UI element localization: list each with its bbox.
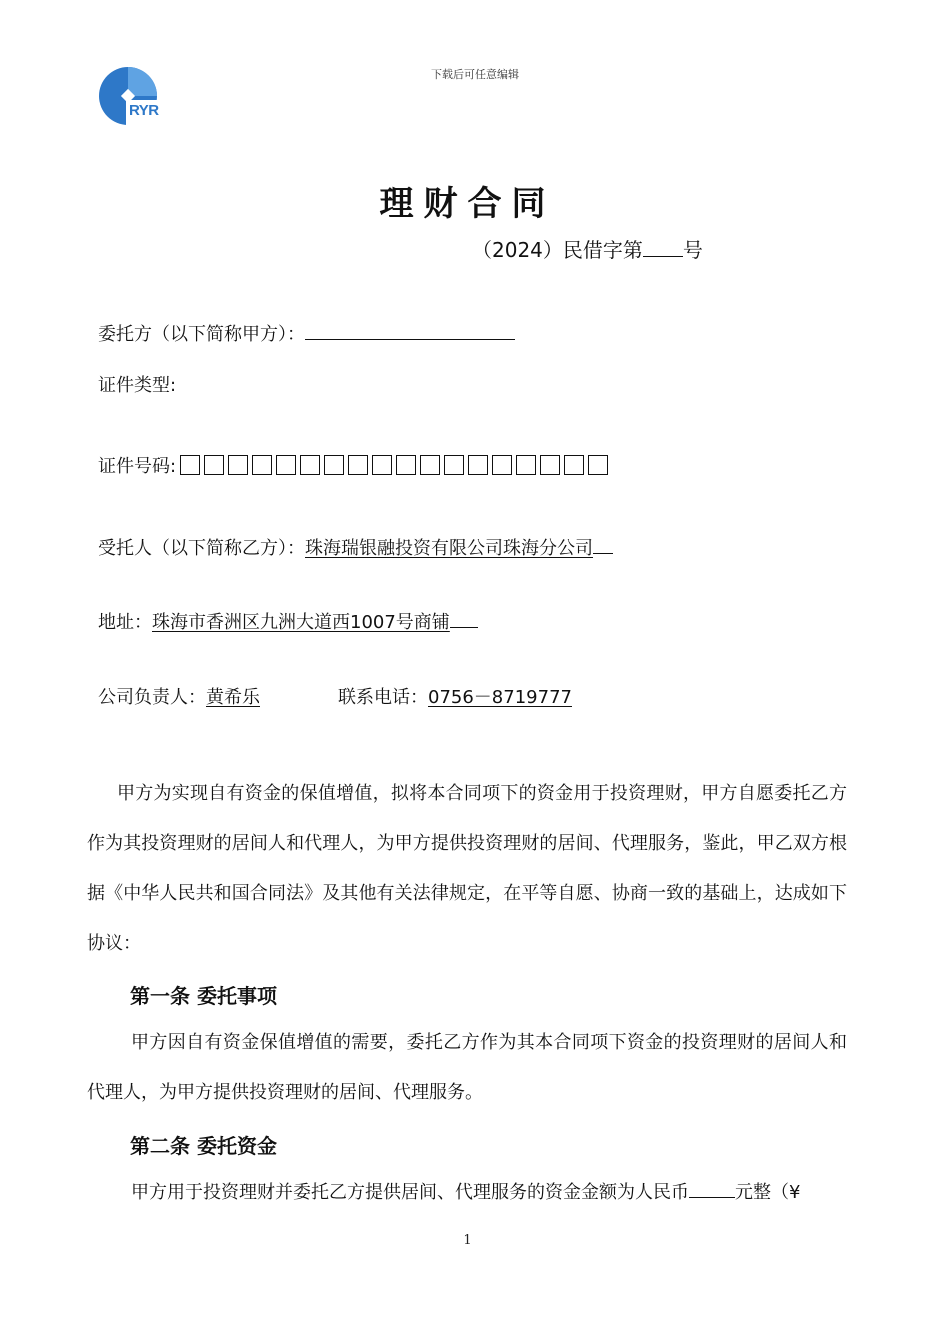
- address-field: [98, 608, 478, 634]
- address-underline-pad: [450, 613, 478, 628]
- document-number: [472, 234, 703, 263]
- id-digit-box[interactable]: [444, 455, 464, 475]
- article2-heading: 第二条 委托资金: [130, 1134, 277, 1158]
- id-digit-box[interactable]: [492, 455, 512, 475]
- manager-field: [98, 683, 260, 709]
- phone-value: 0756－8719777: [428, 687, 572, 708]
- id-digit-box[interactable]: [300, 455, 320, 475]
- id-digit-box[interactable]: [252, 455, 272, 475]
- address-value: 珠海市香洲区九洲大道西1007号商铺: [152, 612, 450, 633]
- id-digit-box[interactable]: [180, 455, 200, 475]
- id-number-label: 证件号码:: [98, 456, 177, 477]
- trustee-underline-pad: [593, 539, 613, 554]
- client-name-blank[interactable]: [305, 325, 515, 340]
- document-title: 理财合同: [379, 184, 556, 224]
- id-type-field: [98, 371, 176, 397]
- article2-paragraph: [87, 1168, 847, 1218]
- id-digit-box[interactable]: [276, 455, 296, 475]
- manager-label: 公司负责人：: [98, 687, 206, 708]
- id-type-label: 证件类型:: [98, 375, 177, 396]
- client-label: 委托方（以下简称甲方）：: [98, 324, 305, 345]
- id-digit-box[interactable]: [372, 455, 392, 475]
- trustee-value: 珠海瑞银融投资有限公司珠海分公司: [305, 538, 593, 559]
- logo-text: RYR: [129, 102, 159, 119]
- page-number: 1: [463, 1233, 472, 1248]
- id-digit-box[interactable]: [204, 455, 224, 475]
- doc-number-blank[interactable]: [643, 238, 683, 257]
- id-digit-box[interactable]: [396, 455, 416, 475]
- trustee-field: [98, 534, 613, 560]
- doc-number-prefix: （2024）民借字第: [472, 238, 643, 262]
- trustee-label: 受托人（以下简称乙方）：: [98, 538, 305, 559]
- phone-label: 联系电话：: [338, 687, 428, 708]
- doc-number-suffix: 号: [682, 238, 703, 262]
- id-digit-box[interactable]: [540, 455, 560, 475]
- id-digit-box[interactable]: [324, 455, 344, 475]
- manager-value: 黄希乐: [206, 687, 260, 708]
- header-note: 下载后可任意编辑: [431, 68, 519, 81]
- client-field: [98, 320, 515, 346]
- id-digit-box[interactable]: [468, 455, 488, 475]
- id-digit-box[interactable]: [588, 455, 608, 475]
- id-digit-box[interactable]: [564, 455, 584, 475]
- article2-text-suffix: 元整（¥: [735, 1182, 801, 1203]
- id-number-field: [98, 452, 608, 478]
- article1-paragraph: 甲方因自有资金保值增值的需要，委托乙方作为其本合同项下资金的投资理财的居间人和代理人，为甲方提供投资理财的居间、代理服务。: [87, 1032, 847, 1103]
- article2-text-prefix: 甲方用于投资理财并委托乙方提供居间、代理服务的资金金额为人民币: [131, 1182, 689, 1203]
- address-label: 地址：: [98, 612, 152, 633]
- phone-field: [338, 683, 572, 709]
- id-digit-box[interactable]: [420, 455, 440, 475]
- amount-blank[interactable]: [689, 1183, 735, 1198]
- preamble-paragraph: 甲方为实现自有资金的保值增值，拟将本合同项下的资金用于投资理财，甲方自愿委托乙方作为其投资理财的居间人和代理人，为甲方提供投资理财的居间、代理服务，鉴此，甲乙双方根据《中华人民共和国合同法》及其他有关法律规定，在平等自愿、协商一致的基础上，达成如下协议：: [87, 783, 847, 954]
- article1-heading: 第一条 委托事项: [130, 984, 277, 1008]
- id-digit-box[interactable]: [516, 455, 536, 475]
- id-digit-box[interactable]: [228, 455, 248, 475]
- id-number-boxes[interactable]: [180, 455, 608, 475]
- id-digit-box[interactable]: [348, 455, 368, 475]
